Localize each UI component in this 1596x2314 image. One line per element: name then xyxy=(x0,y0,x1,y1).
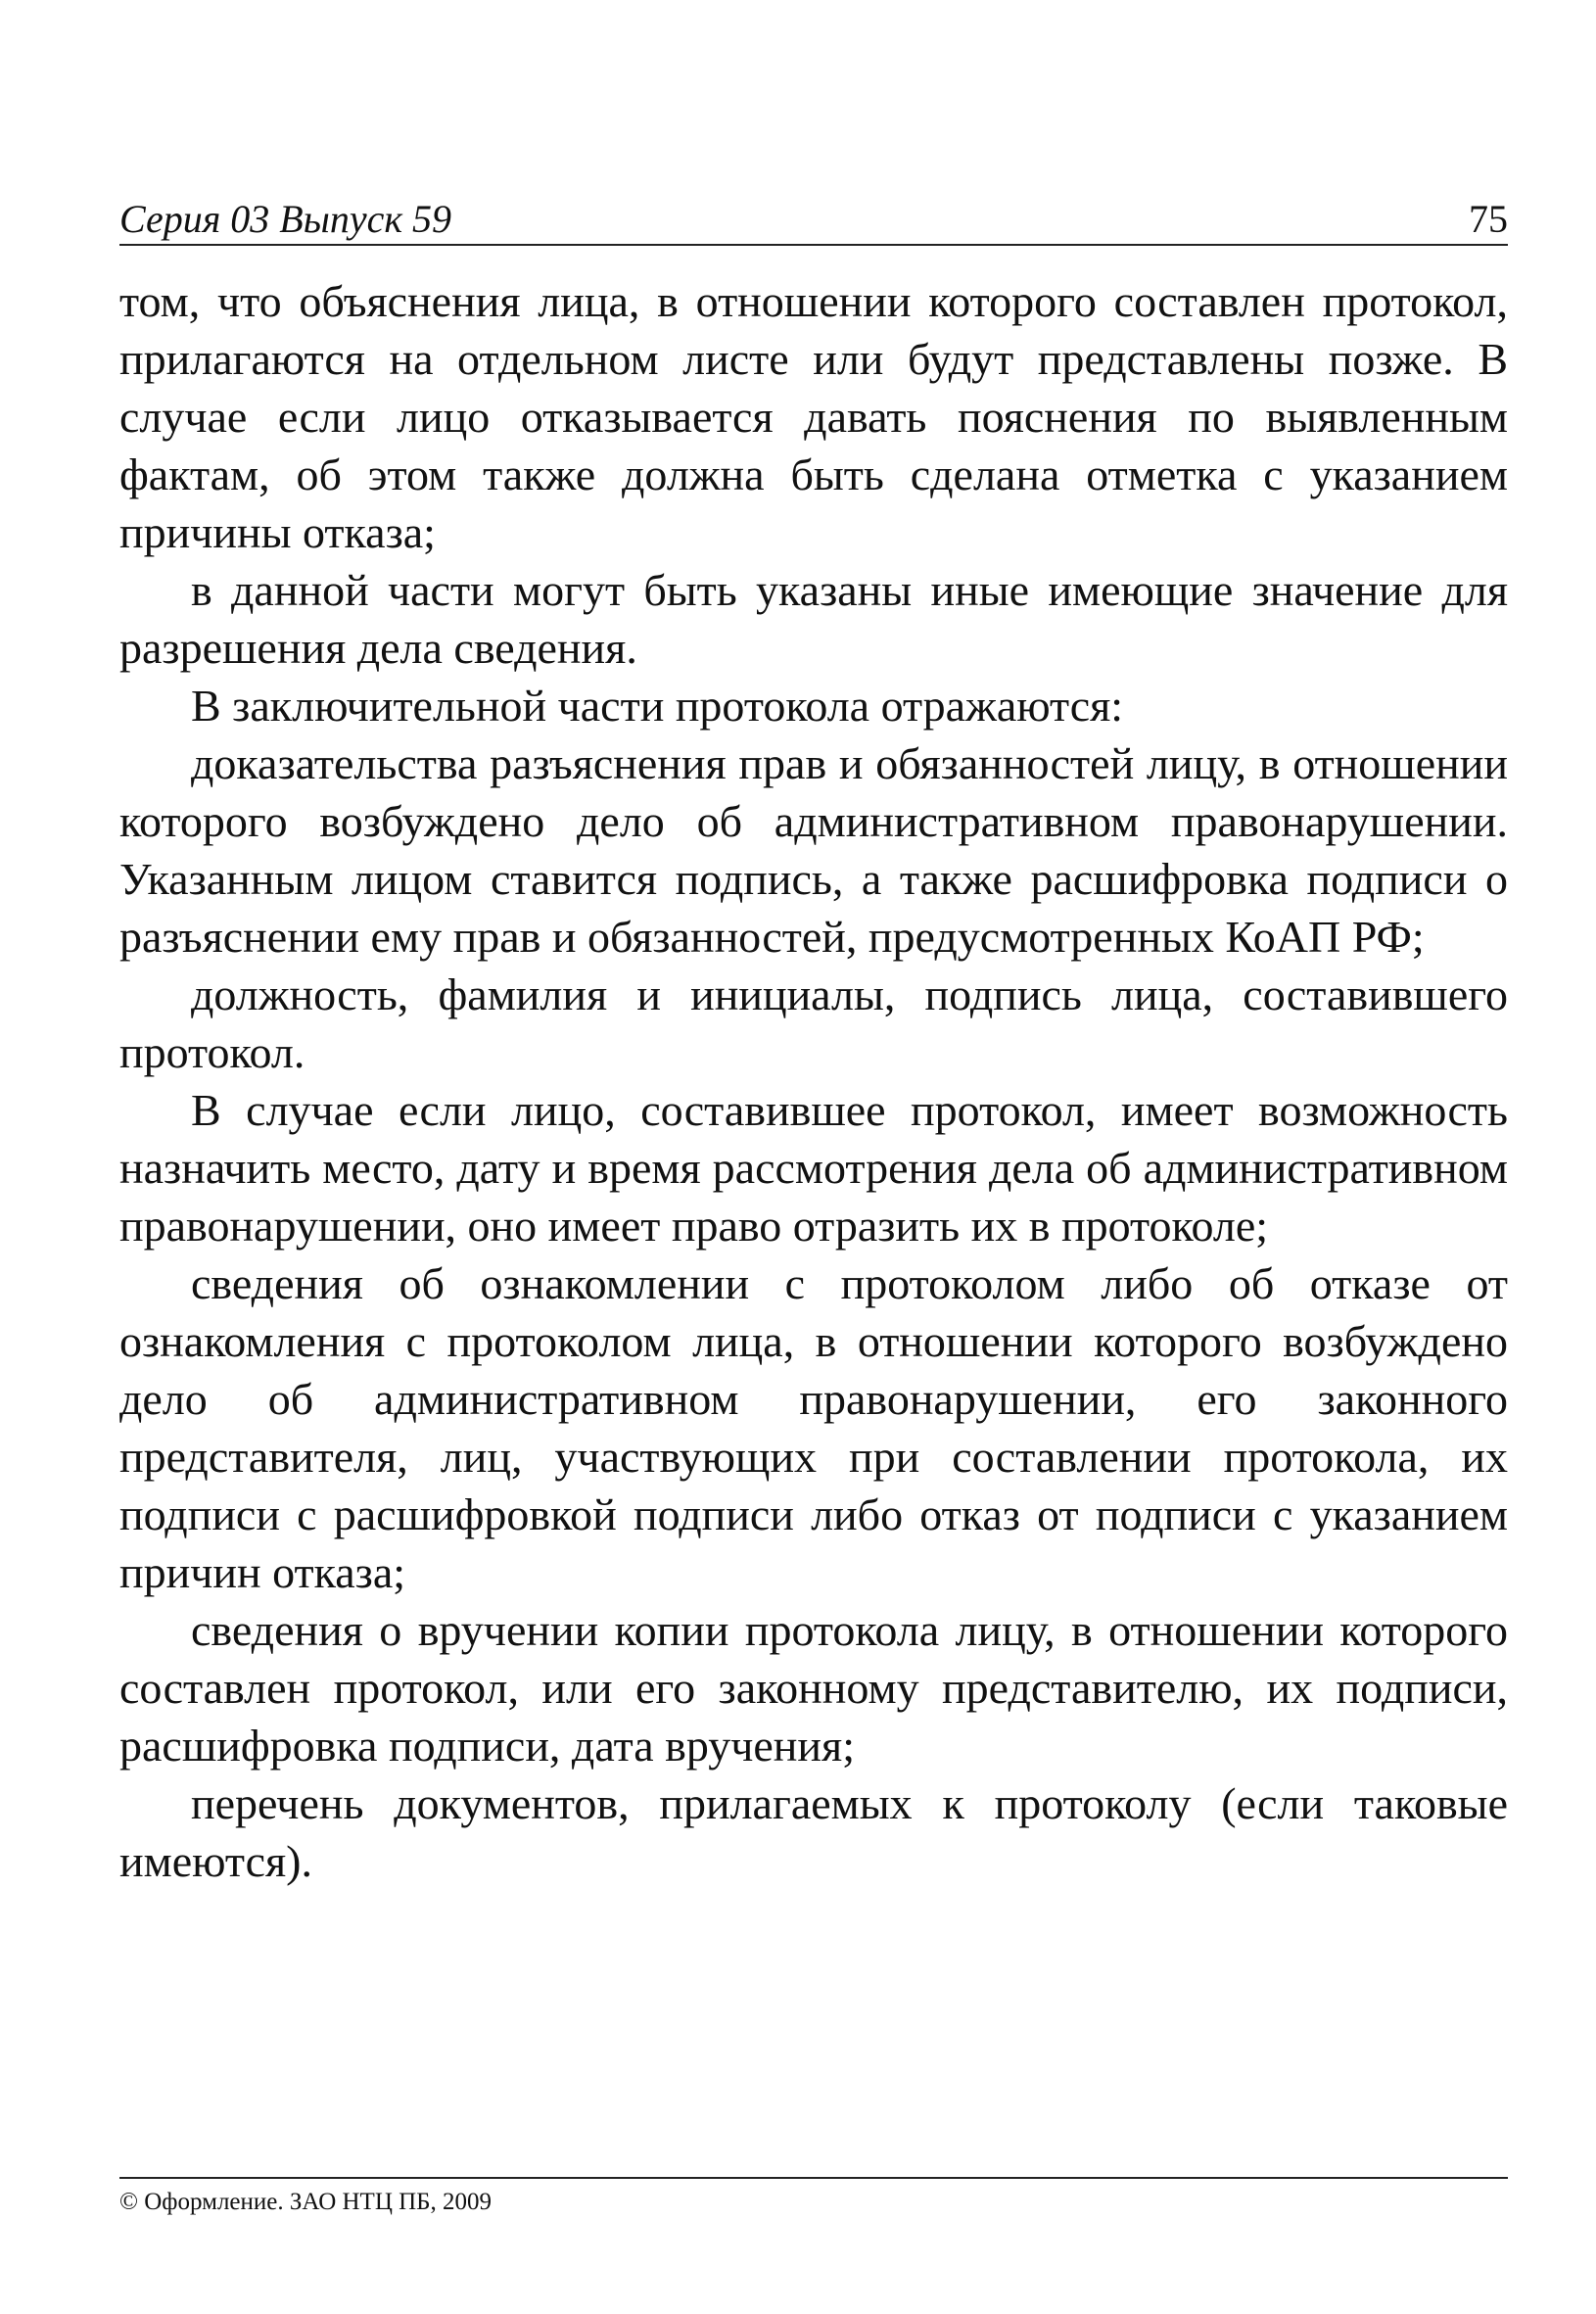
paragraph-9: перечень документов, прилагаемых к протоколу (если таковые имеются). xyxy=(119,1778,1508,1886)
header-divider xyxy=(119,244,1508,246)
paragraph-2: в данной части могут быть указаны иные имеющие значение для разрешения дела сведения. xyxy=(119,565,1508,673)
paragraph-6: В случае если лицо, составившее протокол, имеет возможность назначить место, дату и время рассмотрения дела об административном правонарушении, оно имеет право отразить их в протоколе; xyxy=(119,1085,1508,1251)
paragraph-3: В заключительной части протокола отражаются: xyxy=(191,681,1124,731)
paragraph-1: том, что объяснения лица, в отношении которого составлен протокол, прилагаются на отдельном листе или будут представлены позже. В случае если лицо отказывается давать пояснения по выявленным фактам, об этом также должна быть сделана отметка с указанием причины отказа; xyxy=(119,276,1508,557)
paragraph-7: сведения об ознакомлении с протоколом либо об отказе от ознакомления с протоколом лица, в отношении которого возбуждено дело об административном правонарушении, его законного представителя, лиц, участвующих при составлении протокола, их подписи с расшифровкой подписи либо отказ от подписи с указанием причин отказа; xyxy=(119,1258,1508,1597)
page-header xyxy=(119,194,1508,245)
paragraph-4: доказательства разъяснения прав и обязанностей лицу, в отношении которого возбуждено дело об административном правонарушении. Указанным лицом ставится подпись, а также расшифровка подписи о разъяснении ему прав и обязанностей, предусмотренных КоАП РФ; xyxy=(119,738,1508,962)
series-issue-label: Серия 03 Выпуск 59 xyxy=(119,197,452,241)
footer-divider xyxy=(119,2177,1508,2179)
paragraph-8: сведения о вручении копии протокола лицу, в отношении которого составлен протокол, или его законному представителю, их подписи, расшифровка подписи, дата вручения; xyxy=(119,1605,1508,1771)
document-body xyxy=(119,272,1508,1890)
page-number: 75 xyxy=(1469,197,1508,241)
paragraph-5: должность, фамилия и инициалы, подпись лица, составившего протокол. xyxy=(119,969,1508,1077)
footer-copyright: © Оформление. ЗАО НТЦ ПБ, 2009 xyxy=(119,2189,493,2215)
